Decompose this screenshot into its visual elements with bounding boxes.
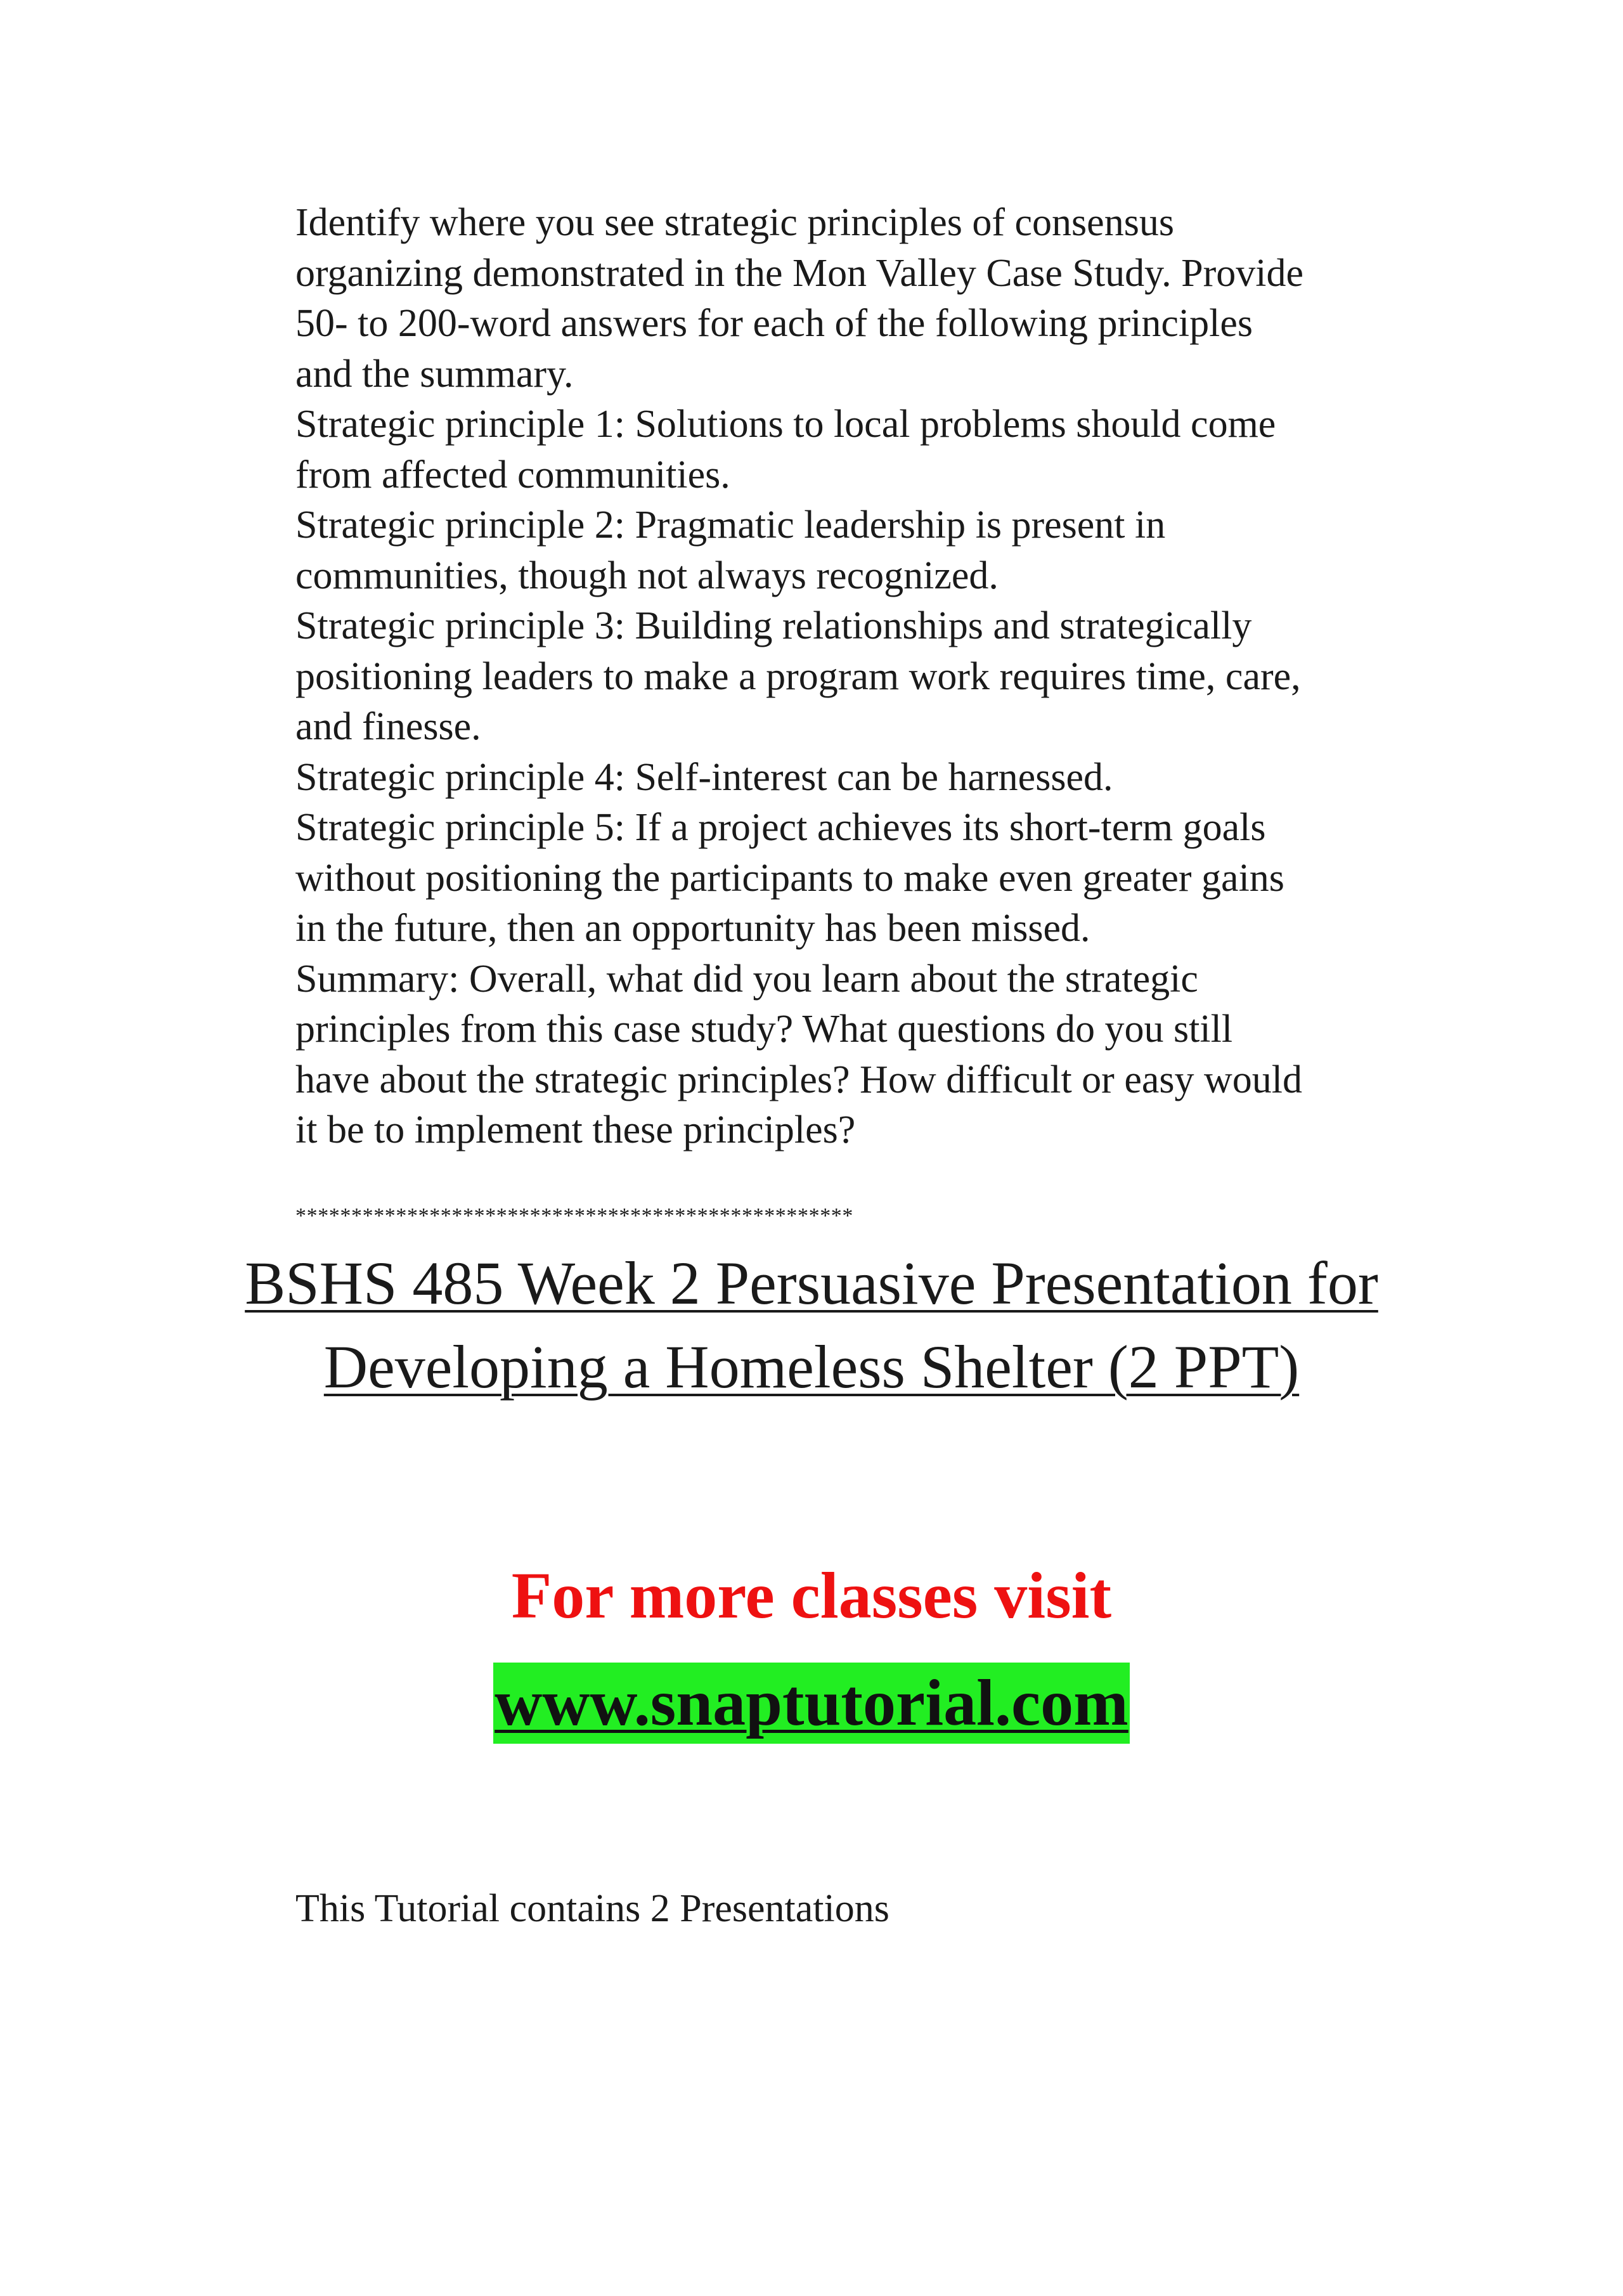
principle-5-line: without positioning the participants to make even greater gains bbox=[295, 856, 1284, 900]
principle-2-line: Strategic principle 2: Pragmatic leadership is present in bbox=[295, 503, 1166, 547]
tutorial-contents-text: This Tutorial contains 2 Presentations bbox=[295, 1887, 889, 1930]
instruction-line: Identify where you see strategic principles of consensus bbox=[295, 201, 1174, 244]
principle-3-line: and finesse. bbox=[295, 705, 481, 748]
title-line-text[interactable]: BSHS 485 Week 2 Persuasive Presentation for bbox=[245, 1249, 1378, 1317]
instruction-line: 50- to 200-word answers for each of the following principles bbox=[295, 302, 1253, 345]
title-line bbox=[127, 1325, 1496, 1409]
instruction-line: and the summary. bbox=[295, 352, 574, 396]
principle-3-line: positioning leaders to make a program work requires time, care, bbox=[295, 654, 1301, 698]
principle-2-line: communities, though not always recognized. bbox=[295, 554, 999, 597]
principle-4-line: Strategic principle 4: Self-interest can be harnessed. bbox=[295, 755, 1113, 799]
principle-1-line: from affected communities. bbox=[295, 453, 730, 496]
promo-url-link[interactable]: www.snaptutorial.com bbox=[493, 1663, 1130, 1744]
principle-1-line: Strategic principle 1: Solutions to local problems should come bbox=[295, 403, 1276, 446]
summary-line: have about the strategic principles? How difficult or easy would bbox=[295, 1058, 1302, 1101]
promo-url-container bbox=[0, 1663, 1623, 1744]
principle-3-line: Strategic principle 3: Building relationships and strategically bbox=[295, 604, 1252, 647]
asterisk-separator: ************************************************** bbox=[295, 1204, 853, 1228]
title-line bbox=[127, 1242, 1496, 1325]
promo-text: For more classes visit bbox=[511, 1559, 1112, 1632]
course-title-link[interactable] bbox=[127, 1242, 1496, 1409]
assignment-instructions bbox=[295, 198, 1475, 1156]
summary-line: Summary: Overall, what did you learn about the strategic bbox=[295, 957, 1198, 1001]
principle-5-line: Strategic principle 5: If a project achieves its short-term goals bbox=[295, 806, 1266, 849]
principle-5-line: in the future, then an opportunity has been missed. bbox=[295, 907, 1090, 950]
instruction-line: organizing demonstrated in the Mon Valley Case Study. Provide bbox=[295, 251, 1303, 295]
summary-line: it be to implement these principles? bbox=[295, 1108, 856, 1151]
summary-line: principles from this case study? What questions do you still bbox=[295, 1008, 1233, 1051]
title-line-text[interactable]: Developing a Homeless Shelter (2 PPT) bbox=[323, 1333, 1300, 1401]
